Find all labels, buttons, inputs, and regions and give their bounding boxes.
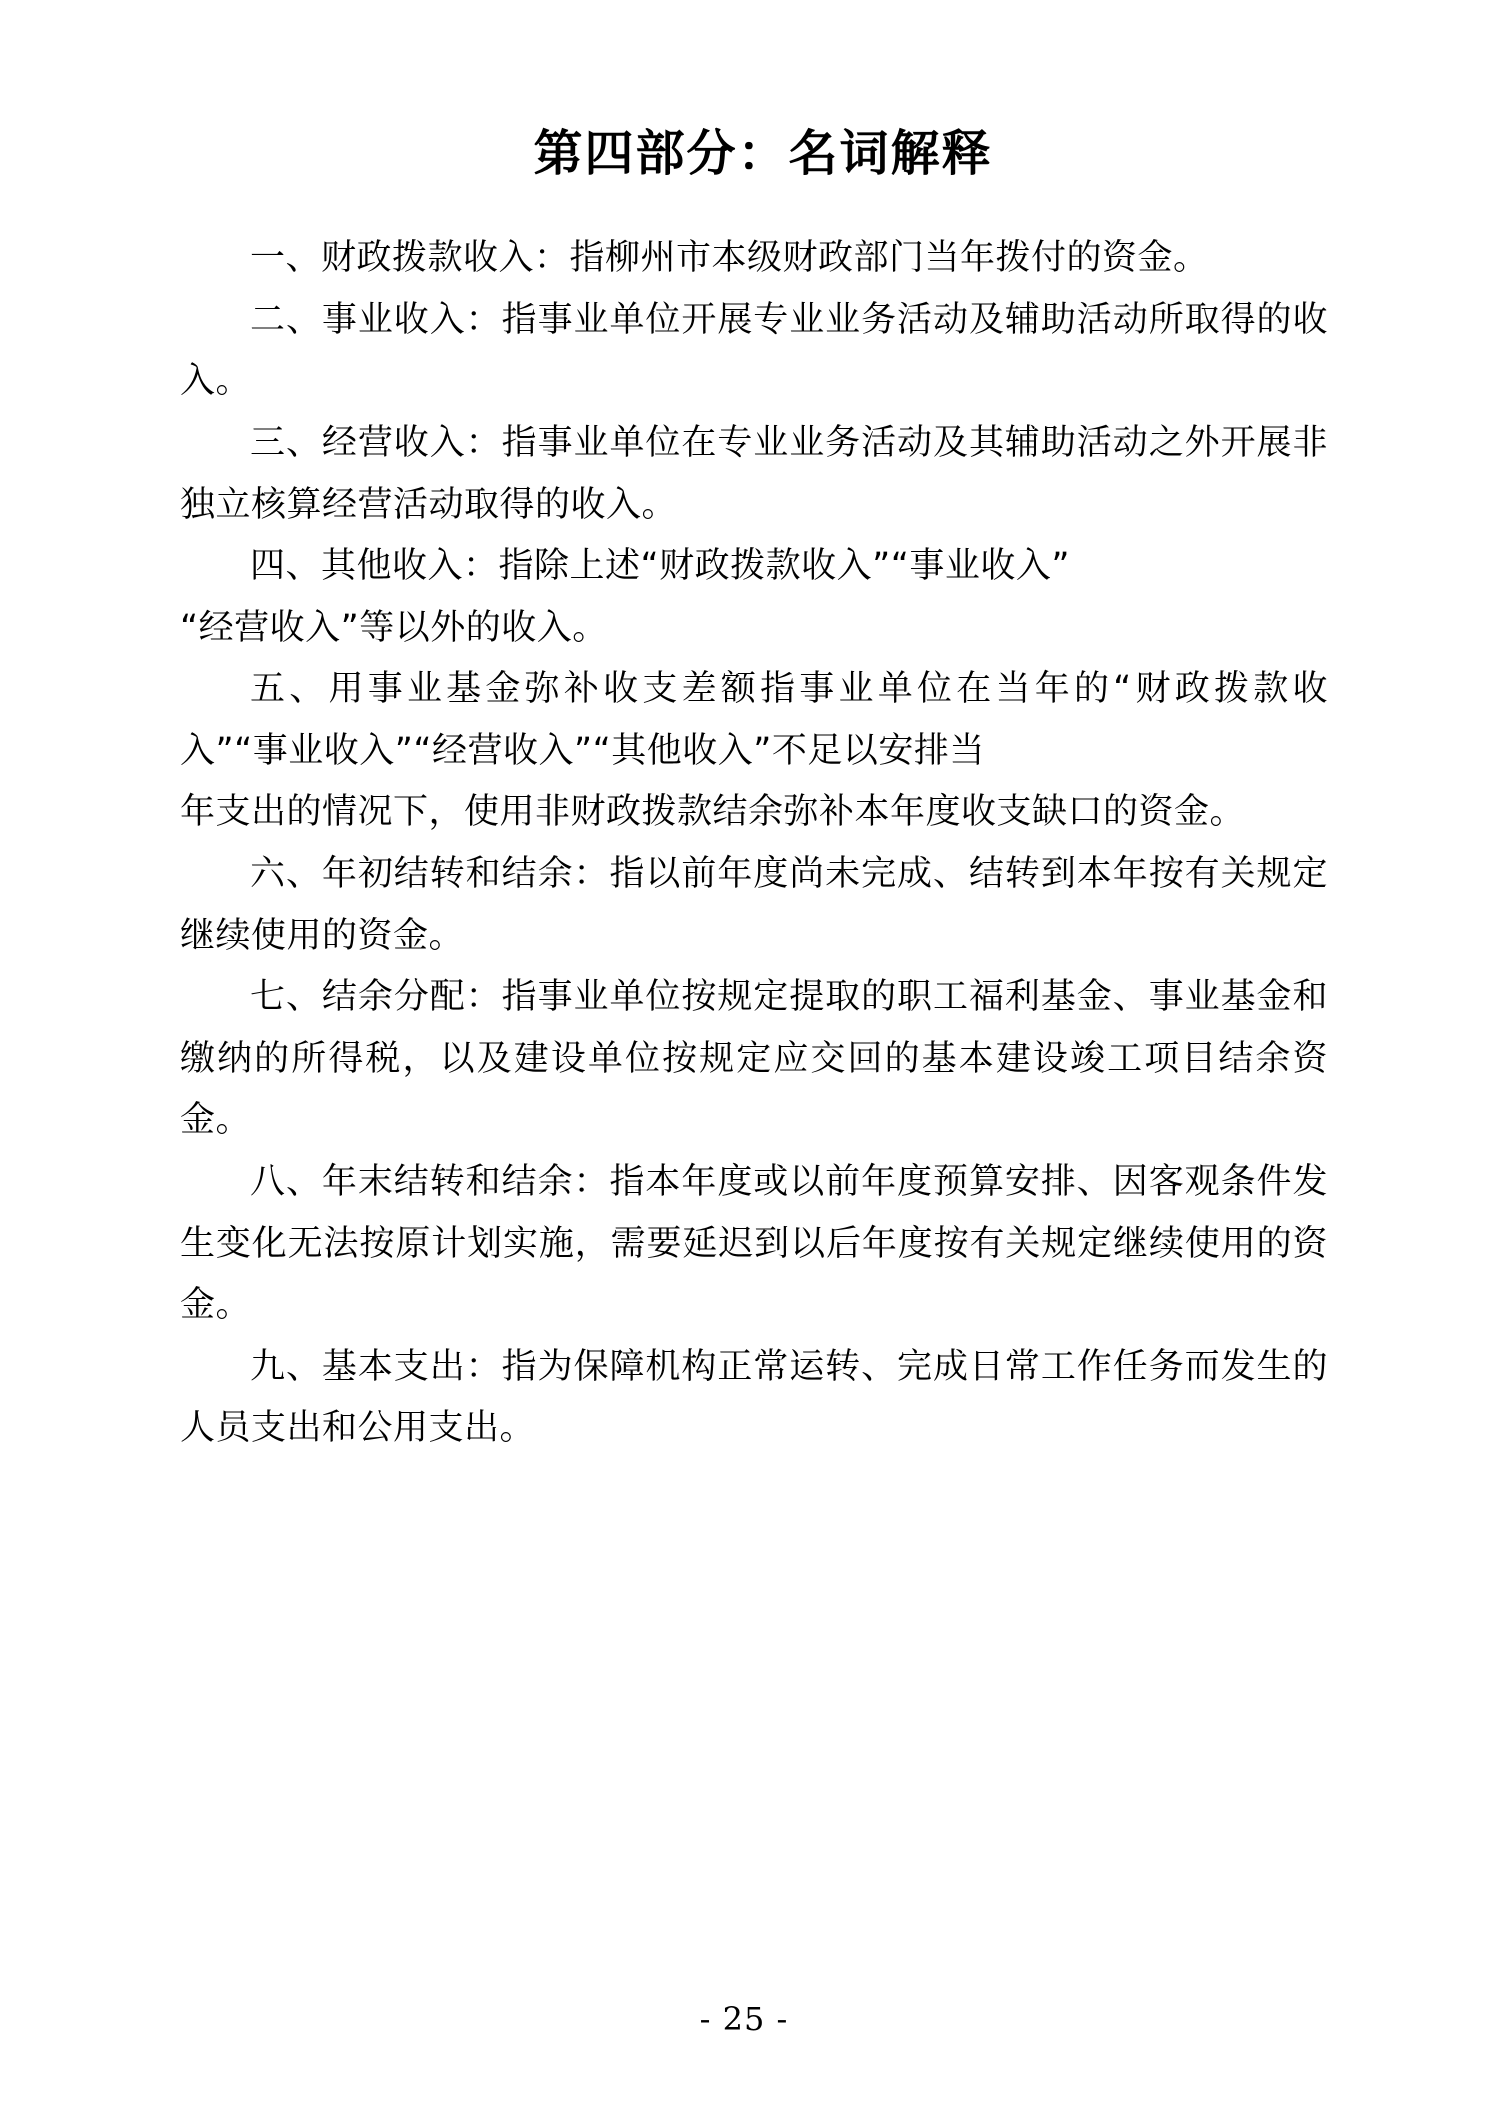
paragraph-1: 一、财政拨款收入：指柳州市本级财政部门当年拨付的资金。 — [250, 238, 1209, 279]
paragraph-3: 三、经营收入：指事业单位在专业业务活动及其辅助活动之外开展非独立核算经营活动取得的收入。 — [180, 422, 1328, 525]
paragraph-2: 二、事业收入：指事业单位开展专业业务活动及辅助活动所取得的收入。 — [180, 299, 1328, 402]
page-number: - 25 - — [699, 2000, 789, 2038]
paragraph-5: 五、用事业基金弥补收支差额指事业单位在当年的“财政拨款收入”“事业收入”“经营收入”“其他收入”不足以安排当 — [180, 669, 1328, 771]
document-body — [180, 228, 1328, 1460]
paragraph-7: 七、结余分配：指事业单位按规定提取的职工福利基金、事业基金和缴纳的所得税，以及建设单位按规定应交回的基本建设竣工项目结余资金。 — [180, 977, 1328, 1141]
paragraph-4-continued: “经营收入”等以外的收入。 — [180, 607, 608, 648]
paragraph-6: 六、年初结转和结余：指以前年度尚未完成、结转到本年按有关规定继续使用的资金。 — [180, 854, 1328, 956]
paragraph-9: 九、基本支出：指为保障机构正常运转、完成日常工作任务而发生的人员支出和公用支出。 — [180, 1346, 1328, 1449]
paragraph-8: 八、年末结转和结余：指本年度或以前年度预算安排、因客观条件发生变化无法按原计划实施，需要延迟到以后年度按有关规定继续使用的资金。 — [180, 1162, 1328, 1326]
page-title: 第四部分：名词解释 — [533, 124, 993, 182]
paragraph-5-continued: 年支出的情况下，使用非财政拨款结余弥补本年度收支缺口的资金。 — [180, 792, 1246, 833]
paragraph-4: 四、其他收入：指除上述“财政拨款收入”“事业收入” — [250, 546, 1071, 587]
